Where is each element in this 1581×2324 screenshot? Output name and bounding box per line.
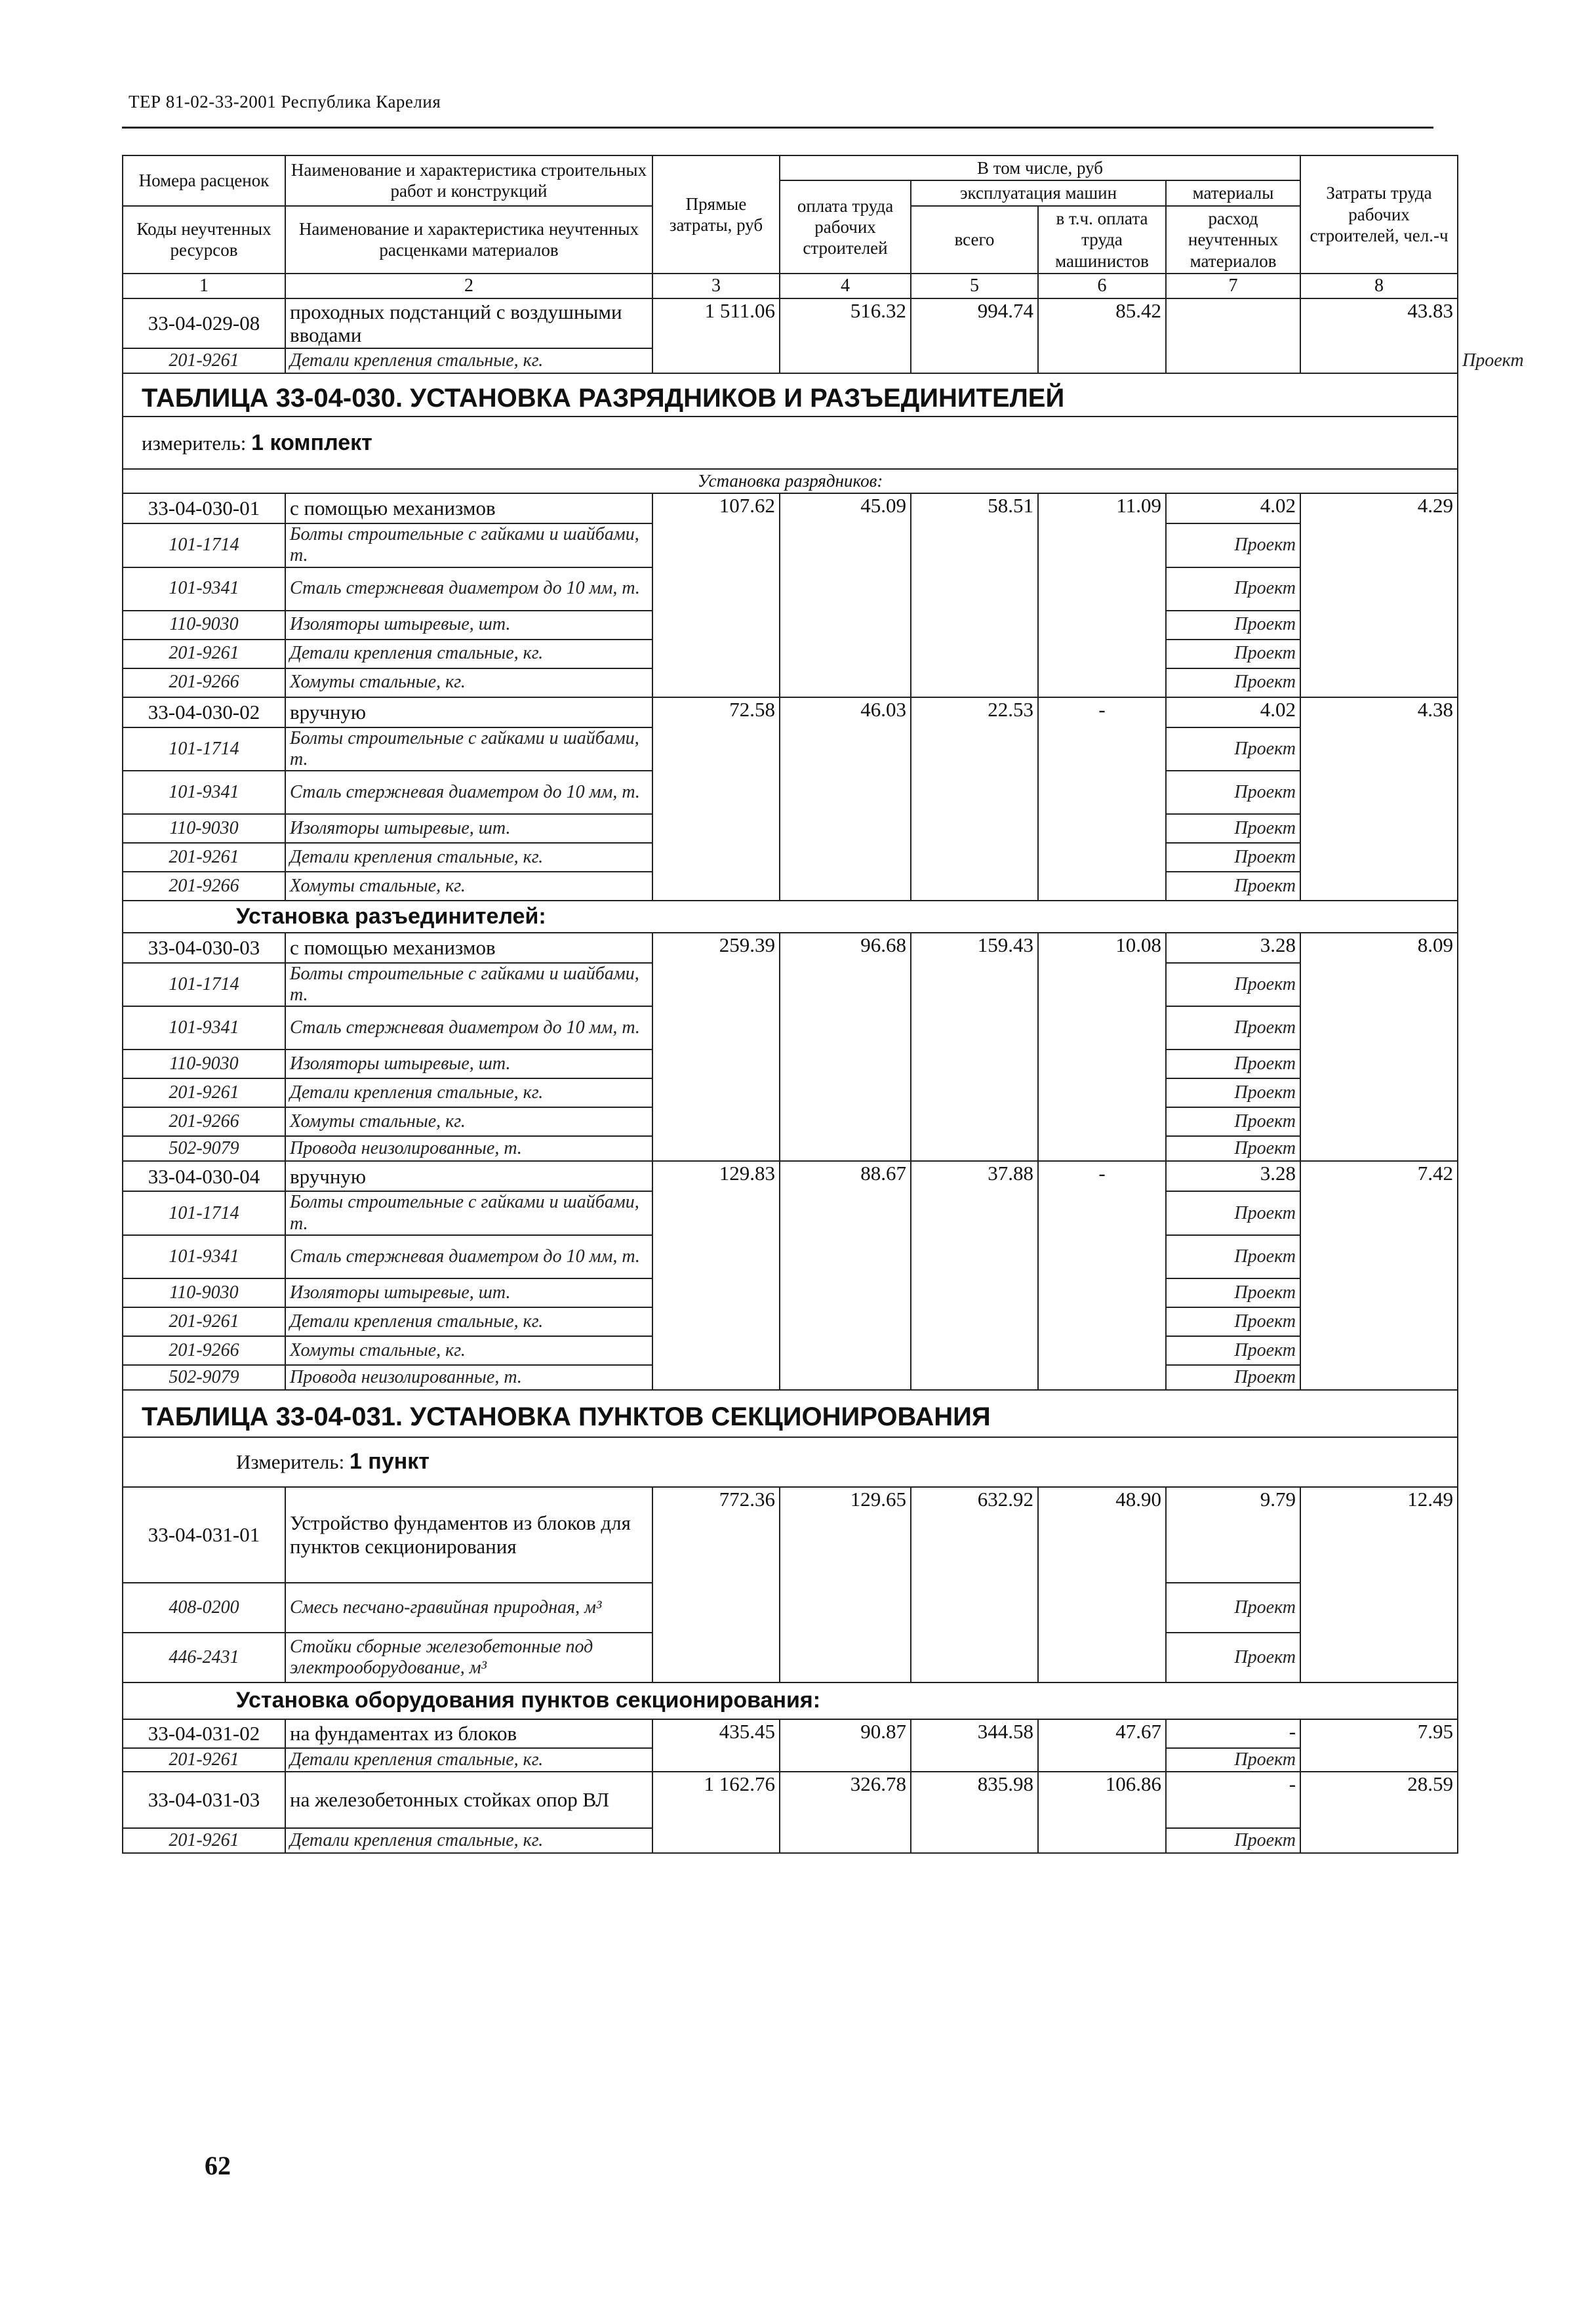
resource-code: 101-9341 xyxy=(123,567,285,611)
rate-value-v5: 344.58 xyxy=(911,1719,1038,1772)
rate-value-v8: 7.95 xyxy=(1300,1719,1458,1772)
resource-code: 101-1714 xyxy=(123,523,285,567)
resource-code: 101-1714 xyxy=(123,727,285,771)
rate-row xyxy=(123,1719,1458,1748)
resource-status: Проект xyxy=(1166,668,1300,697)
col-num: 6 xyxy=(1038,274,1166,298)
rate-value-v3: 129.83 xyxy=(652,1161,780,1389)
rate-value-v5: 835.98 xyxy=(911,1772,1038,1853)
header-incl: В том числе, руб xyxy=(780,155,1300,180)
resource-status: Проект xyxy=(1166,1633,1300,1682)
col-num: 8 xyxy=(1300,274,1458,298)
rate-code: 33-04-030-03 xyxy=(123,933,285,963)
rate-value-v3: 107.62 xyxy=(652,493,780,697)
resource-name: Смесь песчано-гравийная природная, м³ xyxy=(285,1583,652,1633)
resource-name: Детали крепления стальные, кг. xyxy=(285,640,652,668)
header-mat-cons: расход неучтенных материалов xyxy=(1166,206,1300,274)
subheading-sectioning-row xyxy=(123,1682,1458,1719)
header-machines: эксплуатация машин xyxy=(911,180,1166,205)
resource-code: 201-9261 xyxy=(123,348,285,373)
resource-name: Изоляторы штыревые, шт. xyxy=(285,1278,652,1307)
resource-name: Хомуты стальные, кг. xyxy=(285,668,652,697)
resource-name: Провода неизолированные, т. xyxy=(285,1136,652,1161)
rate-row xyxy=(123,697,1458,727)
measure-030 xyxy=(123,417,1458,469)
resource-code: 110-9030 xyxy=(123,814,285,843)
rate-value-v4: 96.68 xyxy=(780,933,911,1161)
rate-code: 33-04-031-01 xyxy=(123,1487,285,1583)
resource-status: Проект xyxy=(1166,1078,1300,1107)
rate-name: проходных подстанций с воздушными вводами xyxy=(285,298,652,348)
resource-name: Детали крепления стальные, кг. xyxy=(285,348,652,373)
resource-status: Проект xyxy=(1166,1828,1300,1853)
rate-value-v4: 516.32 xyxy=(780,298,911,373)
rate-value-v4: 129.65 xyxy=(780,1487,911,1682)
rate-code: 33-04-031-03 xyxy=(123,1772,285,1828)
rates-table xyxy=(122,155,1524,1854)
resource-name: Сталь стержневая диаметром до 10 мм, т. xyxy=(285,567,652,611)
rate-name: с помощью механизмов xyxy=(285,933,652,963)
rate-row xyxy=(123,933,1458,963)
rate-value-v6: 48.90 xyxy=(1038,1487,1166,1682)
rate-code: 33-04-031-02 xyxy=(123,1719,285,1748)
resource-code: 110-9030 xyxy=(123,1050,285,1078)
resource-code: 201-9266 xyxy=(123,872,285,901)
resource-name: Провода неизолированные, т. xyxy=(285,1365,652,1390)
rate-name: с помощью механизмов xyxy=(285,493,652,523)
resource-name: Стойки сборные железобетонные под электрооборудование, м³ xyxy=(285,1633,652,1682)
rate-value-v8: 7.42 xyxy=(1300,1161,1458,1389)
resource-status: Проект xyxy=(1166,843,1300,872)
resource-name: Болты строительные с гайками и шайбами, т. xyxy=(285,963,652,1006)
resource-status: Проект xyxy=(1166,1365,1300,1390)
header-code-bottom: Коды неучтенных ресурсов xyxy=(123,206,285,274)
rate-value-v4: 326.78 xyxy=(780,1772,911,1853)
header-incl-wage: в т.ч. оплата труда машинистов xyxy=(1038,206,1166,274)
rate-value-v8: 12.49 xyxy=(1300,1487,1458,1682)
rate-value-v5: 632.92 xyxy=(911,1487,1038,1682)
rate-row xyxy=(123,1487,1458,1583)
subheading-disconnectors: Установка разъединителей: xyxy=(123,901,1458,933)
subheading-arresters: Установка разрядников: xyxy=(123,469,1458,493)
page-number: 62 xyxy=(205,2151,231,2180)
header-direct: Прямые затраты, руб xyxy=(652,155,780,274)
rate-name: на железобетонных стойках опор ВЛ xyxy=(285,1772,652,1828)
resource-status: Проект xyxy=(1166,814,1300,843)
rate-value-v8: 28.59 xyxy=(1300,1772,1458,1853)
resource-status: Проект xyxy=(1166,567,1300,611)
resource-status: Проект xyxy=(1166,1136,1300,1161)
resource-status: Проект xyxy=(1166,1107,1300,1136)
measure-031 xyxy=(123,1437,1458,1487)
rate-value-v4: 90.87 xyxy=(780,1719,911,1772)
resource-code: 408-0200 xyxy=(123,1583,285,1633)
resource-name: Изоляторы штыревые, шт. xyxy=(285,1050,652,1078)
rate-code: 33-04-029-08 xyxy=(123,298,285,348)
rate-value-v3: 772.36 xyxy=(652,1487,780,1682)
resource-status: Проект xyxy=(1166,1336,1300,1365)
rate-row xyxy=(123,298,1458,348)
rate-code: 33-04-030-02 xyxy=(123,697,285,727)
resource-status: Проект xyxy=(1166,1748,1300,1772)
column-numbers xyxy=(123,274,1458,298)
resource-status: Проект xyxy=(1166,771,1300,814)
resource-name: Детали крепления стальные, кг. xyxy=(285,1078,652,1107)
resource-status: Проект xyxy=(1166,1307,1300,1336)
rate-code: 33-04-030-04 xyxy=(123,1161,285,1191)
resource-status: Проект xyxy=(1166,963,1300,1006)
table-title-030: ТАБЛИЦА 33-04-030. УСТАНОВКА РАЗРЯДНИКОВ И РАЗЪЕДИНИТЕЛЕЙ xyxy=(123,373,1458,417)
header-code-top: Номера расценок xyxy=(123,155,285,206)
resource-name: Болты строительные с гайками и шайбами, т. xyxy=(285,523,652,567)
rate-code: 33-04-030-01 xyxy=(123,493,285,523)
rate-value-v3: 1 511.06 xyxy=(652,298,780,373)
measure-value: 1 пункт xyxy=(349,1449,430,1475)
measure-label: измеритель: xyxy=(142,431,247,455)
resource-name: Детали крепления стальные, кг. xyxy=(285,1828,652,1853)
resource-code: 101-9341 xyxy=(123,771,285,814)
resource-status: Проект xyxy=(1166,1583,1300,1633)
rate-row xyxy=(123,1772,1458,1828)
rate-row xyxy=(123,1161,1458,1191)
measure-row xyxy=(123,1437,1458,1487)
resource-code: 201-9261 xyxy=(123,1828,285,1853)
header-rule xyxy=(122,127,1433,129)
rate-value-v8: 4.38 xyxy=(1300,697,1458,901)
resource-row: 201-9261 Детали крепления стальные, кг. Проект xyxy=(123,348,1458,373)
resource-name: Сталь стержневая диаметром до 10 мм, т. xyxy=(285,1006,652,1050)
resource-code: 446-2431 xyxy=(123,1633,285,1682)
rate-value-v8: 8.09 xyxy=(1300,933,1458,1161)
resource-code: 201-9261 xyxy=(123,640,285,668)
rate-value-v7: - xyxy=(1166,1719,1300,1748)
measure-value: 1 комплект xyxy=(251,430,372,455)
rate-value-v6: - xyxy=(1038,697,1166,901)
col-num: 3 xyxy=(652,274,780,298)
resource-name: Изоляторы штыревые, шт. xyxy=(285,814,652,843)
resource-name: Детали крепления стальные, кг. xyxy=(285,1748,652,1772)
rate-value-v5: 37.88 xyxy=(911,1161,1038,1389)
rate-value-v5: 58.51 xyxy=(911,493,1038,697)
resource-name: Детали крепления стальные, кг. xyxy=(285,843,652,872)
resource-name: Детали крепления стальные, кг. xyxy=(285,1307,652,1336)
rate-value-v7: 4.02 xyxy=(1166,493,1300,523)
resource-status: Проект xyxy=(1166,611,1300,640)
rate-value-v7: 9.79 xyxy=(1166,1487,1300,1583)
resource-code: 101-1714 xyxy=(123,1191,285,1234)
header-wage: оплата труда рабочих строителей xyxy=(780,180,911,274)
measure-label: Измеритель: xyxy=(236,1450,345,1474)
table-title-030-row xyxy=(123,373,1458,417)
resource-status: Проект xyxy=(1166,872,1300,901)
rate-value-v4: 46.03 xyxy=(780,697,911,901)
resource-code: 201-9266 xyxy=(123,668,285,697)
rate-value-v5: 22.53 xyxy=(911,697,1038,901)
resource-name: Изоляторы штыревые, шт. xyxy=(285,611,652,640)
rate-name: Устройство фундаментов из блоков для пунктов секционирования xyxy=(285,1487,652,1583)
running-head: ТЕР 81-02-33-2001 Республика Карелия xyxy=(129,92,441,112)
resource-status: Проект xyxy=(1166,1050,1300,1078)
resource-status: Проект xyxy=(1166,727,1300,771)
rate-value-v3: 435.45 xyxy=(652,1719,780,1772)
rate-value-v5: 159.43 xyxy=(911,933,1038,1161)
header-row-1 xyxy=(123,155,1458,180)
col-num: 5 xyxy=(911,274,1038,298)
rate-value-v8: 43.83 xyxy=(1300,298,1458,373)
col-num: 2 xyxy=(285,274,652,298)
rate-name: на фундаментах из блоков xyxy=(285,1719,652,1748)
rate-value-v8: 4.29 xyxy=(1300,493,1458,697)
resource-code: 110-9030 xyxy=(123,611,285,640)
header-name-top: Наименование и характеристика строительных работ и конструкций xyxy=(285,155,652,206)
resource-code: 502-9079 xyxy=(123,1136,285,1161)
header-name-bottom: Наименование и характеристика неучтенных расценками материалов xyxy=(285,206,652,274)
header-materials: материалы xyxy=(1166,180,1300,205)
rate-value-v6: 85.42 xyxy=(1038,298,1166,373)
resource-name: Сталь стержневая диаметром до 10 мм, т. xyxy=(285,1235,652,1278)
rate-value-v6: - xyxy=(1038,1161,1166,1389)
rate-value-v3: 72.58 xyxy=(652,697,780,901)
col-num: 4 xyxy=(780,274,911,298)
col-num: 7 xyxy=(1166,274,1300,298)
rate-name: вручную xyxy=(285,1161,652,1191)
rate-value-v7: 4.02 xyxy=(1166,697,1300,727)
resource-status: Проект xyxy=(1166,1278,1300,1307)
rate-value-v7: 3.28 xyxy=(1166,1161,1300,1191)
table-title-031-row xyxy=(123,1390,1458,1437)
resource-name: Болты строительные с гайками и шайбами, т. xyxy=(285,727,652,771)
rate-value-v6: 47.67 xyxy=(1038,1719,1166,1772)
rate-value-v6: 106.86 xyxy=(1038,1772,1166,1853)
rate-row xyxy=(123,493,1458,523)
resource-status: Проект xyxy=(1166,1191,1300,1234)
resource-code: 110-9030 xyxy=(123,1278,285,1307)
resource-name: Хомуты стальные, кг. xyxy=(285,1107,652,1136)
resource-code: 201-9261 xyxy=(123,1307,285,1336)
rate-value-v4: 45.09 xyxy=(780,493,911,697)
rate-value-v7: - xyxy=(1166,1772,1300,1828)
resource-code: 201-9266 xyxy=(123,1336,285,1365)
subheading-sectioning: Установка оборудования пунктов секционирования: xyxy=(123,1682,1458,1719)
header-labor: Затраты труда рабочих строителей, чел.-ч xyxy=(1300,155,1458,274)
table-title-031: ТАБЛИЦА 33-04-031. УСТАНОВКА ПУНКТОВ СЕКЦИОНИРОВАНИЯ xyxy=(123,1390,1458,1437)
rate-value-v4: 88.67 xyxy=(780,1161,911,1389)
rate-value-v7: 3.28 xyxy=(1166,933,1300,963)
resource-code: 101-9341 xyxy=(123,1235,285,1278)
resource-status: Проект xyxy=(1166,640,1300,668)
resource-code: 101-9341 xyxy=(123,1006,285,1050)
resource-status: Проект xyxy=(1166,523,1300,567)
resource-code: 502-9079 xyxy=(123,1365,285,1390)
resource-code: 201-9261 xyxy=(123,1078,285,1107)
rate-value-v6: 10.08 xyxy=(1038,933,1166,1161)
rate-value-v7 xyxy=(1166,298,1300,373)
resource-status: Проект xyxy=(1166,1235,1300,1278)
subheading-arresters-row xyxy=(123,469,1458,493)
rate-name: вручную xyxy=(285,697,652,727)
resource-code: 101-1714 xyxy=(123,963,285,1006)
rate-value-v6: 11.09 xyxy=(1038,493,1166,697)
header-total: всего xyxy=(911,206,1038,274)
subheading-disconnectors-row xyxy=(123,901,1458,933)
measure-row xyxy=(123,417,1458,469)
resource-name: Болты строительные с гайками и шайбами, т. xyxy=(285,1191,652,1234)
resource-code: 201-9266 xyxy=(123,1107,285,1136)
resource-name: Хомуты стальные, кг. xyxy=(285,1336,652,1365)
resource-code: 201-9261 xyxy=(123,1748,285,1772)
rate-value-v3: 259.39 xyxy=(652,933,780,1161)
col-num: 1 xyxy=(123,274,285,298)
resource-name: Сталь стержневая диаметром до 10 мм, т. xyxy=(285,771,652,814)
rate-value-v3: 1 162.76 xyxy=(652,1772,780,1853)
rate-value-v5: 994.74 xyxy=(911,298,1038,373)
resource-name: Хомуты стальные, кг. xyxy=(285,872,652,901)
resource-status: Проект xyxy=(1166,1006,1300,1050)
resource-code: 201-9261 xyxy=(123,843,285,872)
